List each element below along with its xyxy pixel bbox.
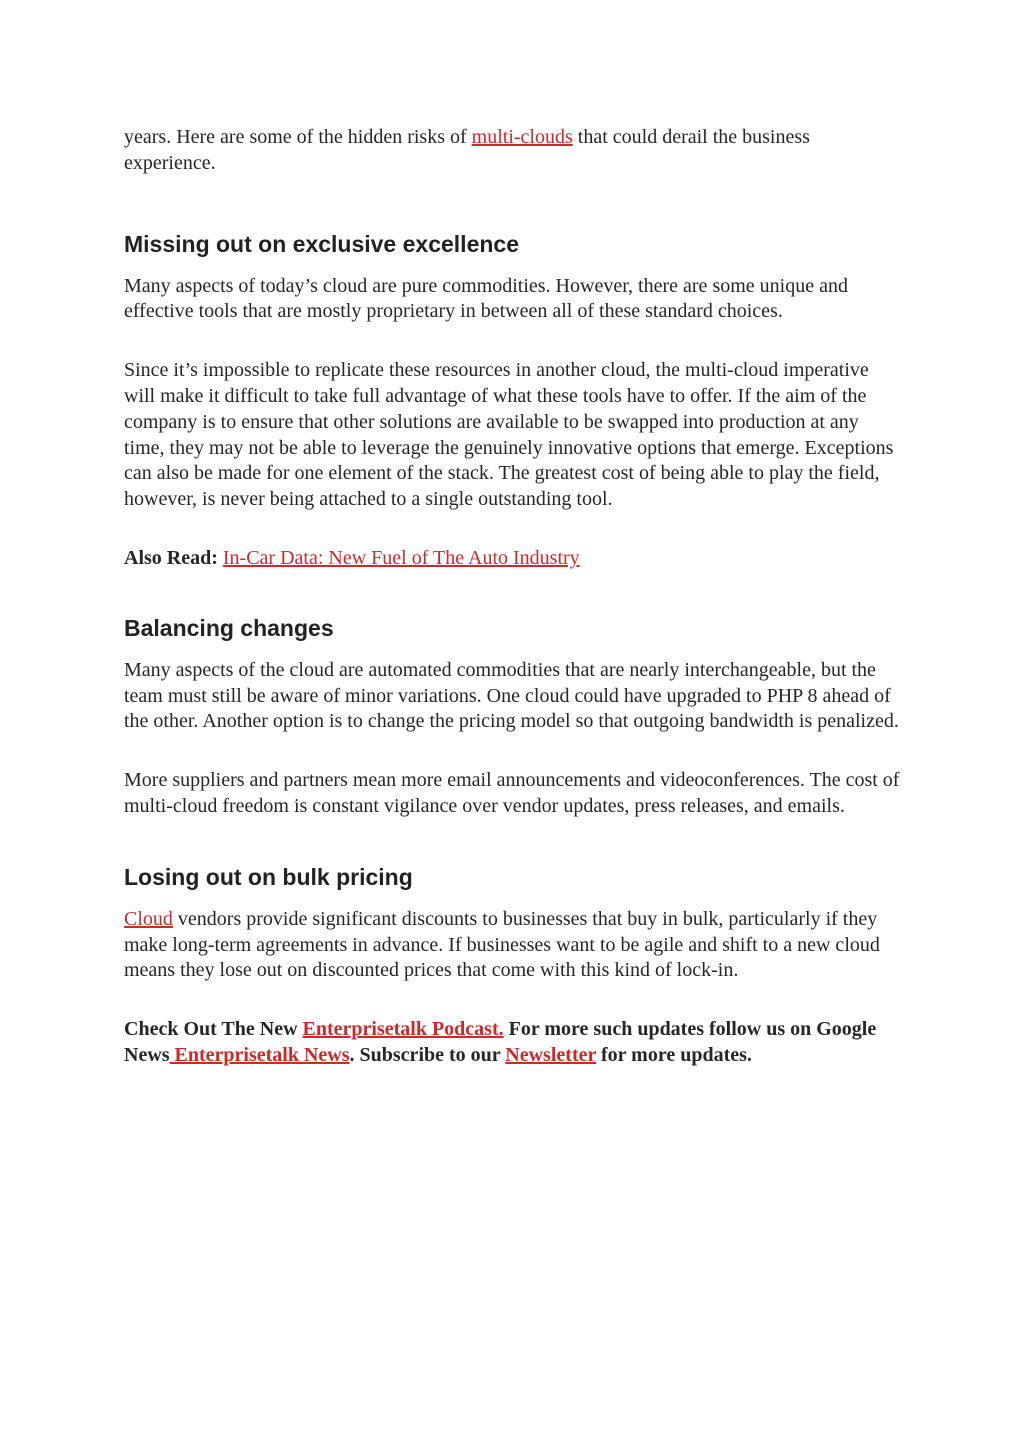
cta-text-3: . Subscribe to our <box>349 1043 506 1066</box>
newsletter-link[interactable]: Newsletter <box>505 1043 596 1066</box>
intro-text-after: that could derail the business experience. <box>124 126 810 174</box>
section1-paragraph-1: Many aspects of today’s cloud are pure commodities. However, there are some unique and effective tools that are mostly proprietary in between all of these standard choices. <box>124 274 848 323</box>
also-read-link[interactable]: In-Car Data: New Fuel of The Auto Industry <box>222 546 580 569</box>
cta-text-2: For more such updates follow us on Google News <box>124 1018 877 1066</box>
section1-paragraph-2: Since it’s impossible to replicate these resources in another cloud, the multi-cloud imperative will make it difficult to take full advantage of what these tools have to offer. If the aim of the company is to ensure that other solutions are available to be swapped into production at any time, they may not be able to leverage the genuinely innovative options that emerge. Exceptions can also be made for one element of the stack. The greatest cost of being able to play the field, however, is never being attached to a single outstanding tool. <box>124 359 894 511</box>
also-read <box>124 546 904 572</box>
section-heading-bulk-pricing: Losing out on bulk pricing <box>124 863 413 890</box>
intro-text-before: years. Here are some of the hidden risks of <box>124 126 472 148</box>
section2-paragraph-2: More suppliers and partners mean more email announcements and videoconferences. The cost of multi-cloud freedom is constant vigilance over vendor updates, press releases, and emails. <box>124 769 900 817</box>
section-heading-balancing-changes: Balancing changes <box>124 614 334 641</box>
section3-paragraph-text: vendors provide significant discounts to businesses that buy in bulk, particularly if they make long-term agreements in advance. If businesses want to be agile and shift to a new cloud means they lose out on discounted prices that come with this kind of lock-in. <box>124 907 880 982</box>
multi-clouds-link[interactable]: multi-clouds <box>471 126 573 148</box>
cta-text-1: Check Out The New <box>124 1018 303 1041</box>
intro-paragraph <box>124 125 904 177</box>
also-read-label: Also Read: <box>124 546 218 569</box>
cta-paragraph <box>124 1017 904 1069</box>
section3-paragraph-1 <box>124 907 904 984</box>
enterprisetalk-news-link[interactable]: Enterprisetalk News <box>169 1043 350 1066</box>
article-body <box>124 124 904 1069</box>
section-heading-exclusive-excellence: Missing out on exclusive excellence <box>124 230 519 257</box>
section2-paragraph-1: Many aspects of the cloud are automated commodities that are nearly interchangeable, but the team must still be aware of minor variations. One cloud could have upgraded to PHP 8 ahead of the other. Another option is to change the pricing model so that outgoing bandwidth is penalized. <box>124 658 899 733</box>
podcast-link[interactable]: Enterprisetalk Podcast. <box>302 1018 504 1041</box>
cloud-link[interactable]: Cloud <box>124 907 173 930</box>
cta-text-4: for more updates. <box>596 1043 752 1066</box>
